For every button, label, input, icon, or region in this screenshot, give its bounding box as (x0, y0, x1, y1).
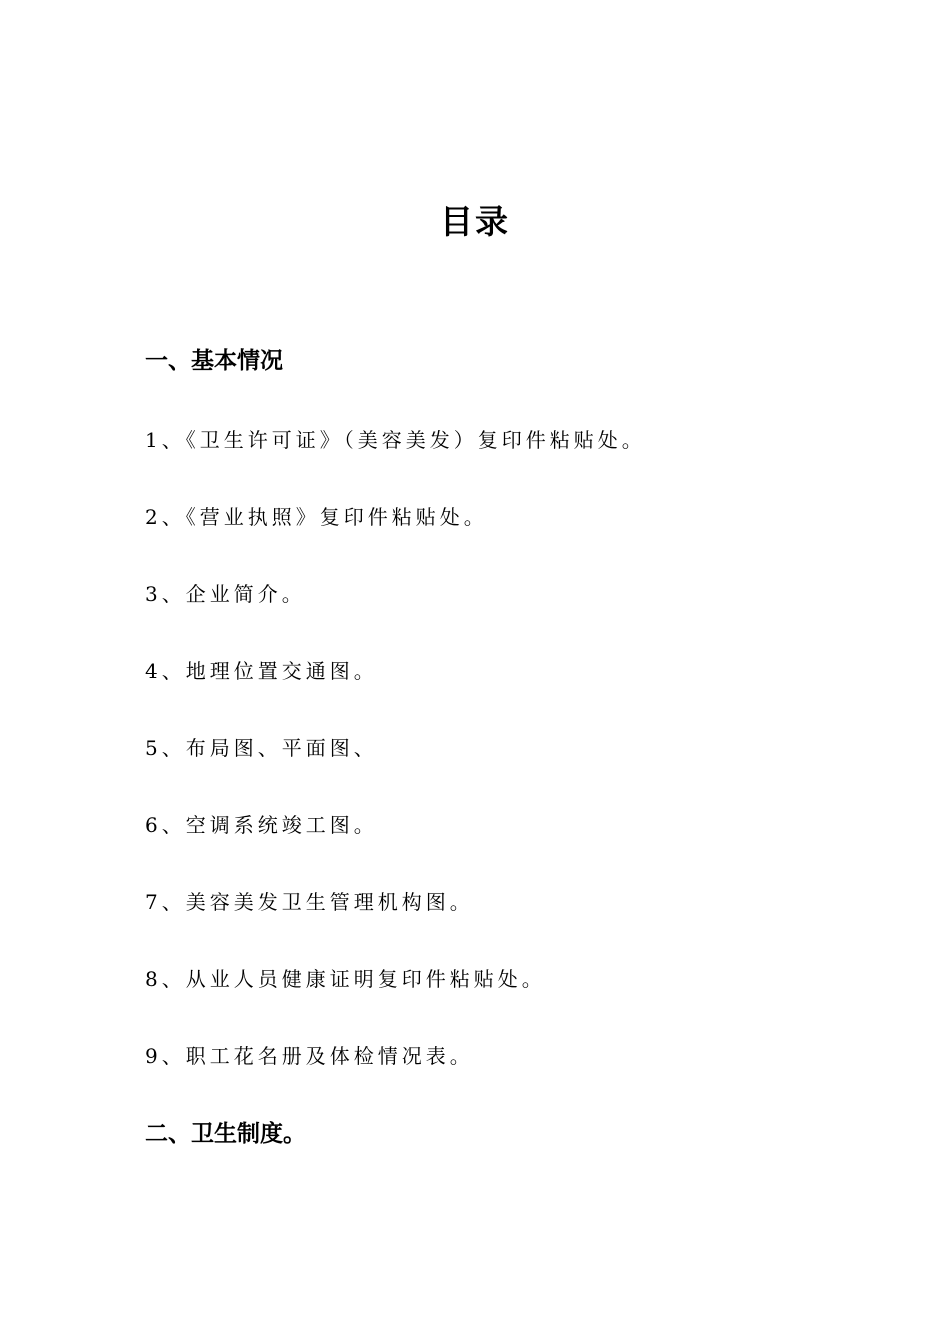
toc-item: 2、《营业执照》复印件粘贴处。 (145, 505, 488, 529)
toc-item: 6、空调系统竣工图。 (145, 813, 378, 837)
section-heading-basic-info: 一、基本情况 (145, 348, 283, 374)
toc-item: 8、从业人员健康证明复印件粘贴处。 (145, 967, 546, 991)
toc-item: 9、职工花名册及体检情况表。 (145, 1044, 474, 1068)
toc-item: 5、布局图、平面图、 (145, 736, 378, 760)
toc-item: 7、美容美发卫生管理机构图。 (145, 890, 474, 914)
toc-item: 1、《卫生许可证》（美容美发）复印件粘贴处。 (145, 428, 646, 452)
toc-item: 3、企业简介。 (145, 582, 306, 606)
section-heading-hygiene-rules: 二、卫生制度。 (145, 1121, 306, 1147)
toc-item: 4、地理位置交通图。 (145, 659, 378, 683)
page-title: 目录 (440, 202, 510, 241)
